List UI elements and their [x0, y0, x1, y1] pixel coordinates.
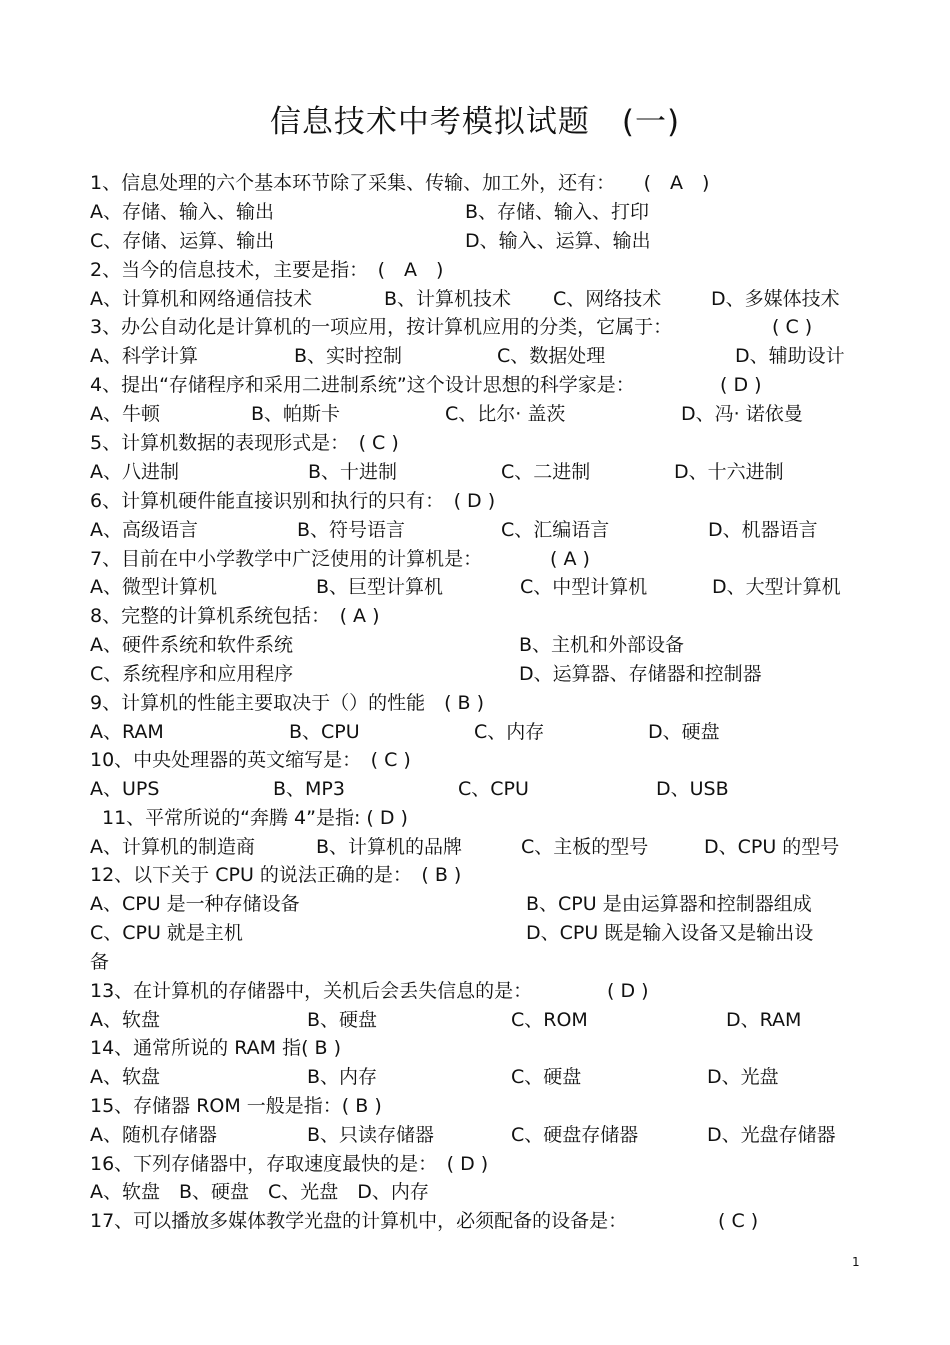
option-d-continued: 备 [90, 951, 110, 973]
question-10: 10、中央处理器的英文缩写是： ( C ) [90, 749, 411, 771]
option-a: A、软盘 [90, 1066, 160, 1088]
option-c: C、CPU [458, 778, 529, 800]
option-d: D、RAM [726, 1009, 802, 1031]
question-7: 7、目前在中小学教学中广泛使用的计算机是： [90, 548, 483, 570]
option-d: D、CPU 的型号 [704, 836, 840, 858]
question-5: 5、计算机数据的表现形式是： ( C ) [90, 432, 399, 454]
page-title: 信息技术中考模拟试题 (一) [269, 104, 681, 140]
option-a: A、随机存储器 [90, 1124, 217, 1146]
question-15: 15、存储器 ROM 一般是指：( B ) [90, 1095, 382, 1117]
option-d: D、输入、运算、输出 [465, 230, 651, 252]
question-16: 16、下列存储器中，存取速度最快的是： ( D ) [90, 1153, 489, 1175]
page-number: 1 [852, 1255, 860, 1269]
option-a: A、牛顿 [90, 403, 160, 425]
option-b: B、内存 [307, 1066, 378, 1088]
option-a: A、高级语言 [90, 519, 198, 541]
question-9: 9、计算机的性能主要取决于（）的性能 ( B ) [90, 692, 485, 714]
option-c: C、硬盘 [511, 1066, 582, 1088]
question-13: 13、在计算机的存储器中，关机后会丢失信息的是： [90, 980, 533, 1002]
option-b: B、计算机技术 [384, 288, 512, 310]
question-4: 4、提出“存储程序和采用二进制系统”这个设计思想的科学家是： [90, 374, 635, 396]
option-c: C、数据处理 [497, 345, 606, 367]
option-d: D、USB [656, 778, 729, 800]
option-b: B、MP3 [273, 778, 345, 800]
question-11: 11、平常所说的“奔腾 4”是指: ( D ) [102, 807, 408, 829]
option-a: A、软盘 [90, 1009, 160, 1031]
option-c: C、ROM [511, 1009, 588, 1031]
option-b: B、主机和外部设备 [519, 634, 685, 656]
option-b: B、存储、输入、打印 [465, 201, 650, 223]
option-c: C、汇编语言 [501, 519, 610, 541]
option-c: C、中型计算机 [520, 576, 648, 598]
answer: ( A ) [550, 548, 590, 570]
question-2: 2、当今的信息技术，主要是指： ( A ) [90, 259, 444, 281]
option-b: B、计算机的品牌 [316, 836, 463, 858]
option-d: D、光盘 [707, 1066, 779, 1088]
option-b: B、硬盘 [307, 1009, 378, 1031]
option-a: A、RAM [90, 721, 164, 743]
option-c: C、硬盘存储器 [511, 1124, 639, 1146]
option-d: D、多媒体技术 [711, 288, 840, 310]
option-d: D、机器语言 [708, 519, 818, 541]
option-d: D、硬盘 [648, 721, 720, 743]
option-d: D、运算器、存储器和控制器 [519, 663, 762, 685]
option-a: A、存储、输入、输出 [90, 201, 274, 223]
answer: ( C ) [772, 316, 813, 338]
option-c: C、主板的型号 [521, 836, 649, 858]
option-a: A、科学计算 [90, 345, 198, 367]
option-d: D、冯· 诺依曼 [681, 403, 803, 425]
option-b: B、巨型计算机 [316, 576, 444, 598]
answer: ( D ) [607, 980, 649, 1002]
question-1: 1、信息处理的六个基本环节除了采集、传输、加工外，还有： ( A ) [90, 172, 710, 194]
option-a: A、硬件系统和软件系统 [90, 634, 293, 656]
option-d: D、辅助设计 [735, 345, 845, 367]
option-a: A、计算机和网络通信技术 [90, 288, 312, 310]
question-12: 12、以下关于 CPU 的说法正确的是： ( B ) [90, 864, 462, 886]
option-c: C、二进制 [501, 461, 591, 483]
answer: ( D ) [720, 374, 762, 396]
question-3: 3、办公自动化是计算机的一项应用，按计算机应用的分类，它属于： [90, 316, 673, 338]
option-b: B、十进制 [308, 461, 398, 483]
option-c: C、系统程序和应用程序 [90, 663, 294, 685]
option-d: D、十六进制 [674, 461, 784, 483]
option-b: B、帕斯卡 [251, 403, 341, 425]
option-a: A、八进制 [90, 461, 179, 483]
option-c: C、存储、运算、输出 [90, 230, 275, 252]
question-14: 14、通常所说的 RAM 指( B ) [90, 1037, 342, 1059]
option-c: C、内存 [474, 721, 545, 743]
option-b: B、符号语言 [297, 519, 406, 541]
option-d: D、CPU 既是输入设备又是输出设 [526, 922, 814, 944]
question-17: 17、可以播放多媒体教学光盘的计算机中，必须配备的设备是： [90, 1210, 628, 1232]
option-a: A、CPU 是一种存储设备 [90, 893, 300, 915]
question-8: 8、完整的计算机系统包括： ( A ) [90, 605, 380, 627]
option-d: D、光盘存储器 [707, 1124, 836, 1146]
option-b: B、实时控制 [294, 345, 403, 367]
option-a: A、计算机的制造商 [90, 836, 255, 858]
option-a: A、UPS [90, 778, 160, 800]
option-b: B、CPU [289, 721, 360, 743]
option-a: A、微型计算机 [90, 576, 217, 598]
option-b: B、只读存储器 [307, 1124, 435, 1146]
question-6: 6、计算机硬件能直接识别和执行的只有： ( D ) [90, 490, 496, 512]
option-c: C、网络技术 [553, 288, 662, 310]
option-c: C、CPU 就是主机 [90, 922, 243, 944]
answer: ( C ) [718, 1210, 759, 1232]
option-b: B、CPU 是由运算器和控制器组成 [526, 893, 812, 915]
options-row: A、软盘 B、硬盘 C、光盘 D、内存 [90, 1181, 429, 1203]
option-c: C、比尔· 盖茨 [445, 403, 566, 425]
option-d: D、大型计算机 [712, 576, 841, 598]
